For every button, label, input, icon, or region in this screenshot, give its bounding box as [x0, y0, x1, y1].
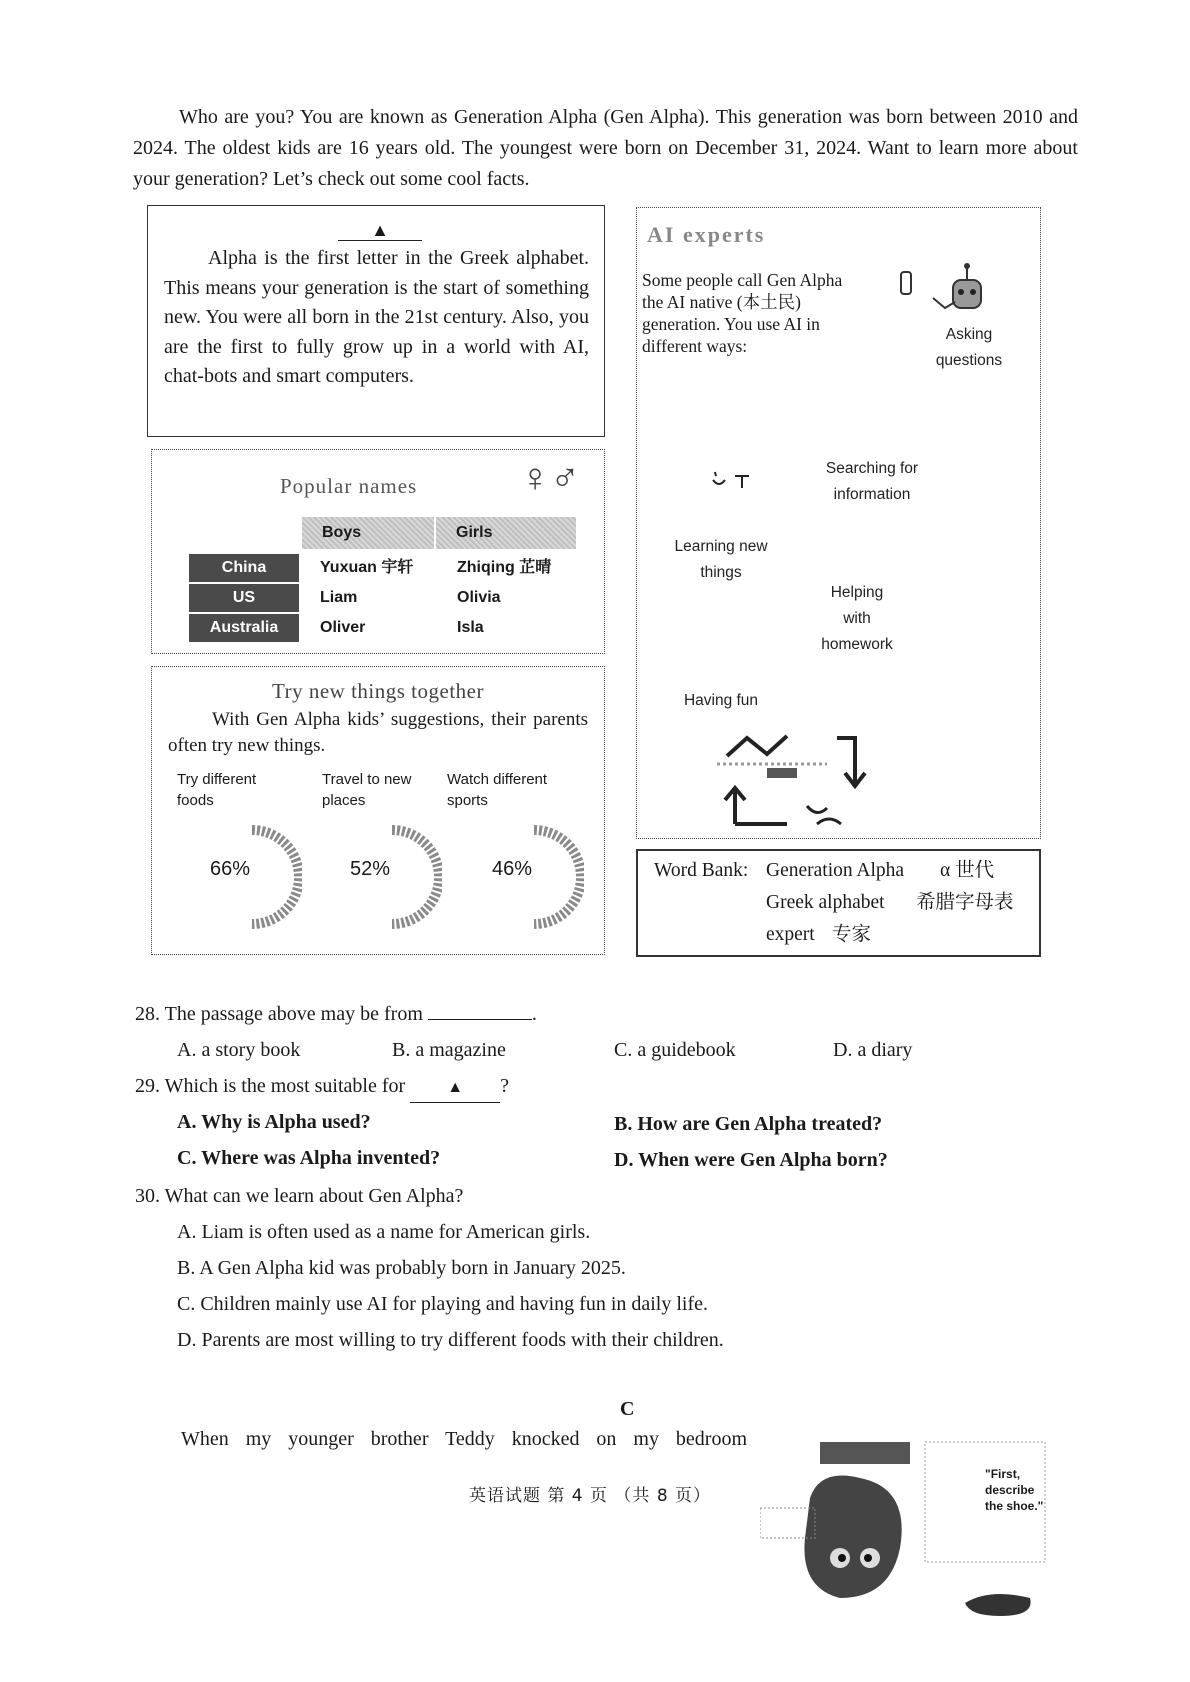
try-label-sports: Watch different sports: [447, 771, 548, 809]
girl-name-australia: Isla: [457, 619, 484, 636]
pct-travel: 52%: [350, 858, 391, 880]
q30-stem: 30. What can we learn about Gen Alpha?: [135, 1185, 464, 1207]
ai-use-searching: Searching for information: [825, 460, 919, 503]
ai-desc: Some people call Gen Alpha the AI native (本土民) generation. You use AI in different ways:: [642, 270, 843, 356]
q30-option-b[interactable]: B. A Gen Alpha kid was probably born in January 2025.: [177, 1257, 626, 1279]
pct-sports: 46%: [492, 858, 533, 880]
q30-option-d[interactable]: D. Parents are most willing to try different foods with their children.: [177, 1329, 724, 1351]
q29-option-d[interactable]: D. When were Gen Alpha born?: [614, 1149, 888, 1171]
popular-names-box: [151, 449, 605, 654]
q30-option-a[interactable]: A. Liam is often used as a name for American girls.: [177, 1221, 591, 1243]
q28-option-b[interactable]: B. a magazine: [392, 1039, 506, 1061]
fun-arrows-icon: [717, 728, 877, 833]
q29-option-a[interactable]: A. Why is Alpha used?: [177, 1111, 371, 1133]
boy-name-australia: Oliver: [320, 619, 366, 636]
country-us: US: [189, 584, 299, 612]
comic-caption: "First, describe the shoe.": [985, 1467, 1044, 1513]
girl-name-china: Zhiqing 芷晴: [457, 559, 552, 576]
try-label-travel: Travel to new places: [322, 771, 412, 809]
word-bank-label: Word Bank:: [654, 860, 749, 881]
alpha-text: Alpha is the first letter in the Greek alphabet. This means your generation is the start of something new. You were all born in the 21st century. Also, you are the first to fully grow up in a world with AI, chat-bots and smart computers.: [164, 247, 589, 387]
word-bank-en-3: expert: [766, 924, 815, 945]
q29-option-b[interactable]: B. How are Gen Alpha treated?: [614, 1113, 883, 1135]
page-footer: 英语试题 第 4 页 （共 8 页）: [469, 1486, 712, 1506]
try-label-foods: Try different foods: [177, 771, 257, 809]
q28-option-a[interactable]: A. a story book: [177, 1039, 301, 1061]
q28-blank: [428, 1001, 532, 1020]
country-australia: Australia: [189, 614, 299, 642]
ai-use-learning: Learning new things: [674, 538, 768, 581]
intro-paragraph: Who are you? You are known as Generation Alpha (Gen Alpha). This generation was born between 2010 and 2024. The oldest kids are 16 years old. The youngest were born on December 31, 2024. Want to learn more about your generation? Let’s check out some cool facts.: [133, 106, 1078, 190]
word-bank-zh-1: α 世代: [940, 860, 995, 881]
ai-use-fun: Having fun: [683, 692, 759, 709]
alpha-box: [147, 205, 605, 437]
gender-icon: ♀♂: [520, 456, 580, 500]
country-china: China: [189, 554, 299, 582]
section-c-first-line: When my younger brother Teddy knocked on my bedroom: [181, 1428, 747, 1450]
col-header-girls: Girls: [436, 517, 576, 549]
q29-blank: ▲: [410, 1074, 500, 1103]
col-header-boys: Boys: [302, 517, 434, 549]
word-bank-box: [636, 849, 1041, 957]
names-title: Popular names: [280, 474, 418, 498]
robot-icon: [897, 258, 987, 323]
q28-stem: 28. The passage above may be from .: [135, 1003, 537, 1025]
ai-use-homework: Helping with homework: [821, 584, 893, 653]
boy-name-china: Yuxuan 宇轩: [320, 559, 414, 576]
q28-option-d[interactable]: D. a diary: [833, 1039, 913, 1061]
word-bank-en-2: Greek alphabet: [766, 892, 885, 913]
section-c-heading: C: [620, 1398, 635, 1420]
q30-option-c[interactable]: C. Children mainly use AI for playing and having fun in daily life.: [177, 1293, 709, 1315]
search-icon: [711, 470, 751, 492]
q29-stem: 29. Which is the most suitable for ▲ ?: [135, 1072, 509, 1103]
boy-name-us: Liam: [320, 589, 358, 606]
ai-title: AI experts: [647, 222, 766, 247]
q29-option-c[interactable]: C. Where was Alpha invented?: [177, 1147, 441, 1169]
pct-foods: 66%: [210, 858, 251, 880]
girl-name-us: Olivia: [457, 589, 501, 606]
ai-experts-box: [636, 207, 1041, 839]
blank-triangle: ▲: [338, 220, 422, 241]
try-new-things-box: [151, 666, 605, 955]
word-bank-zh-2: 希腊字母表: [916, 892, 1014, 913]
word-bank-en-1: Generation Alpha: [766, 860, 905, 881]
try-new-title: Try new things together: [272, 679, 484, 703]
ai-use-asking: Asking questions: [935, 326, 1003, 369]
q28-option-c[interactable]: C. a guidebook: [614, 1039, 736, 1061]
try-new-desc: With Gen Alpha kids’ suggestions, their parents often try new things.: [168, 709, 588, 756]
word-bank-zh-3: 专家: [832, 924, 872, 945]
